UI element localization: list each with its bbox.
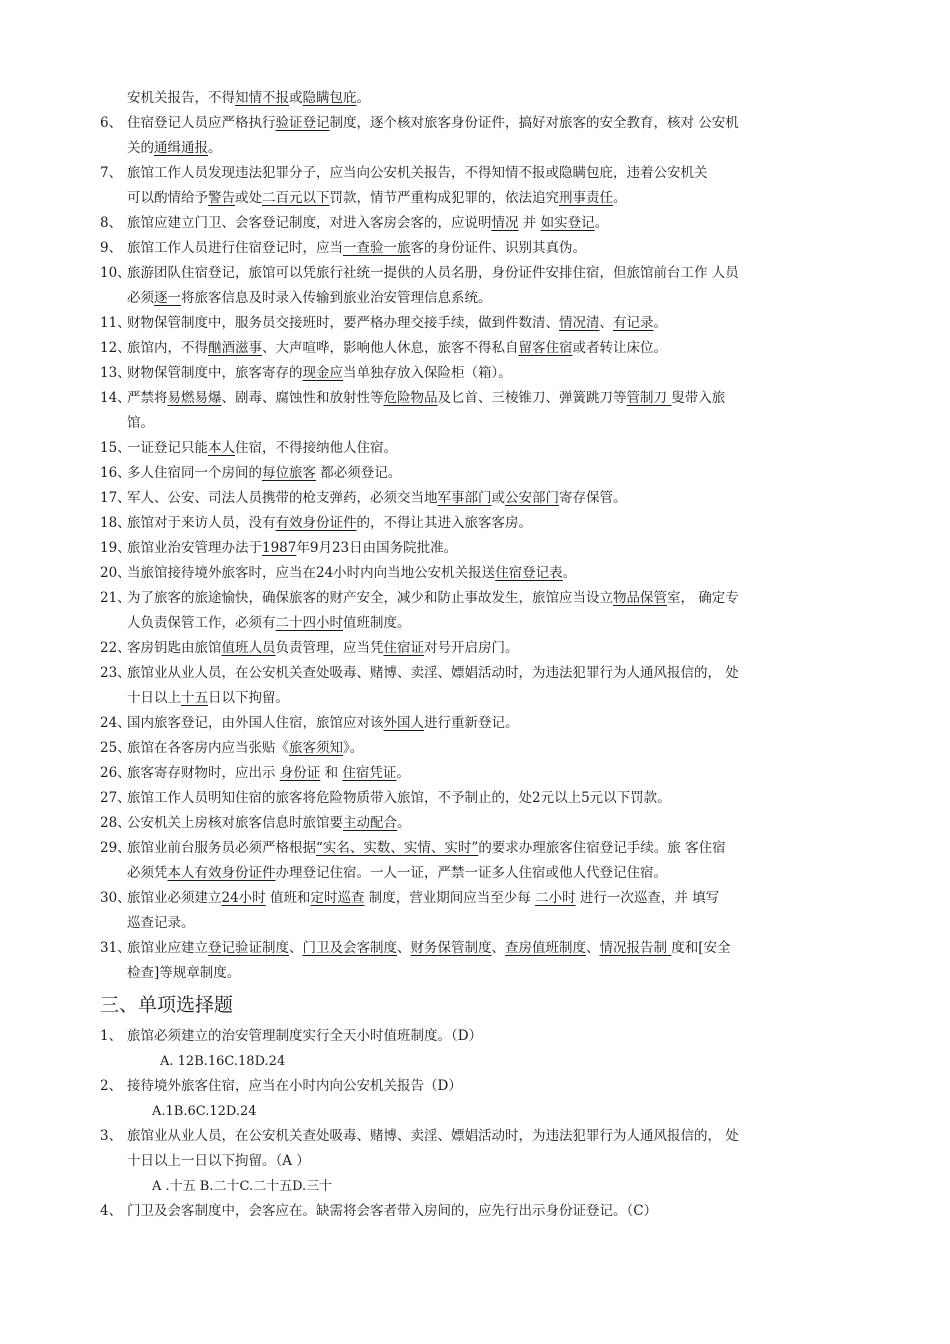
item-number: 19、 <box>100 540 131 556</box>
answer-blank: 公安部门 <box>505 490 559 506</box>
question-options: A. 12B.16C.18D.24 <box>160 1054 286 1069</box>
list-item <box>100 886 870 936</box>
item-text-line: 安机关报告，不得知情不报或隐瞒包庇。 <box>127 90 370 106</box>
item-text-line: 公安机关上房核对旅客信息时旅馆要主动配合。 <box>127 815 411 831</box>
item-text-line: 可以酌情给予警告或处二百元以下罚款，情节严重构成犯罪的，依法追究刑事责任。 <box>127 190 627 206</box>
list-item <box>100 511 870 536</box>
question-text: 十日以上一日以下拘留。（A ） <box>127 1153 310 1169</box>
document-page <box>100 86 870 1224</box>
answer-blank: 易燃易爆 <box>167 390 222 406</box>
answer-blank: 本人 <box>208 440 235 456</box>
answer-blank: 住宿登记表 <box>495 565 563 581</box>
question-number: 4、 <box>100 1203 123 1219</box>
answer-blank: 隐瞒包庇 <box>302 90 357 106</box>
item-text-line: 军人、公安、司法人员携带的枪支弹药，必须交当地军事部门或公安部门寄存保管。 <box>127 490 627 506</box>
answer-blank: 查房值班制度 <box>505 940 586 956</box>
item-text-line: 旅馆对于来访人员，没有有效身份证件的，不得让其进入旅客客房。 <box>127 515 532 531</box>
item-number: 25、 <box>100 740 131 756</box>
list-item <box>100 211 870 236</box>
item-text-line: 巡查记录。 <box>127 915 195 931</box>
answer-blank: 情况 <box>491 215 519 231</box>
answer-blank: 值班人员 <box>221 640 276 656</box>
item-number: 13、 <box>100 365 131 381</box>
item-number: 30、 <box>100 890 131 906</box>
question-number: 2、 <box>100 1078 123 1094</box>
item-text-line: 国内旅客登记，由外国人住宿，旅馆应对该外国人进行重新登记。 <box>127 715 519 731</box>
item-number: 7、 <box>100 165 123 181</box>
question-number: 1、 <box>100 1028 123 1044</box>
list-item <box>100 586 870 636</box>
item-number: 27、 <box>100 790 131 806</box>
answer-blank: 情况报告制 <box>599 940 672 956</box>
list-item <box>100 936 870 986</box>
answer-blank: 情况清 <box>559 315 600 331</box>
list-item <box>100 536 870 561</box>
item-text-line: 旅馆业必须建立24小时 值班和定时巡查 制度，营业期间应当至少每 二小时 进行一次巡查，并 填写 <box>127 890 720 906</box>
item-text-line: 旅客寄存财物时，应出示 身份证 和 住宿凭证。 <box>127 765 410 781</box>
answer-blank: 登记验证制度 <box>208 940 289 956</box>
question-text: 旅馆必须建立的治安管理制度实行全天小时值班制度。（D） <box>127 1028 483 1044</box>
answer-blank: 二十四小时 <box>275 615 343 631</box>
question-item <box>100 1024 870 1049</box>
item-number: 17、 <box>100 490 131 506</box>
answer-blank: 逐一 <box>154 290 181 306</box>
answer-blank: 警告 <box>208 190 235 206</box>
list-item <box>100 561 870 586</box>
item-text-line: 旅游团队住宿登记，旅馆可以凭旅行社统一提供的人员名册，身份证件安排住宿，但旅馆前台工作 人员 <box>127 265 739 281</box>
item-text-line: 检查]等规章制度。 <box>127 965 241 981</box>
answer-blank: 有效身份证件 <box>275 515 357 531</box>
item-text-line: 旅馆工作人员明知住宿的旅客将危险物质带入旅馆，不予制止的，处2元以上5元以下罚款。 <box>127 790 671 806</box>
item-text-line: 关的通缉通报。 <box>127 140 222 156</box>
item-text-line: 馆。 <box>127 415 154 431</box>
question-number: 3、 <box>100 1128 123 1144</box>
list-item <box>100 161 870 211</box>
section-title: 三、单项选择题 <box>100 994 234 1016</box>
answer-blank: 通缉通报 <box>154 140 208 156</box>
item-number: 24、 <box>100 715 131 731</box>
answer-blank: 外国人 <box>383 715 424 731</box>
item-text-line: 为了旅客的旅途愉快，确保旅客的财产安全，减少和防止事故发生，旅馆应当设立物品保管室， 确定专 <box>127 590 739 606</box>
answer-blank: 24小时 <box>221 890 266 906</box>
list-item <box>100 761 870 786</box>
item-text-line: 旅馆工作人员发现违法犯罪分子，应当向公安机关报告，不得知情不报或隐瞒包庇，违着公安机关 <box>127 165 708 181</box>
list-item <box>100 386 870 436</box>
answer-blank: 验证登记 <box>275 115 330 131</box>
item-number: 22、 <box>100 640 131 656</box>
answer-blank: 军事部门 <box>437 490 492 506</box>
answer-blank: 有记录 <box>613 315 654 331</box>
item-number: 15、 <box>100 440 131 456</box>
item-number: 12、 <box>100 340 131 356</box>
list-item <box>100 111 870 161</box>
item-text-line: 旅馆应建立门卫、会客登记制度，对进入客房会客的，应说明情况 并 如实登记。 <box>127 215 609 231</box>
answer-blank: 危险物品 <box>383 390 438 406</box>
question-text: 门卫及会客制度中，会客应在。缺需将会客者带入房间的，应先行出示身份证登记。（C） <box>127 1203 658 1219</box>
list-item <box>100 311 870 336</box>
answer-blank: 物品保管 <box>613 590 667 606</box>
item-number: 6、 <box>100 115 123 131</box>
list-item <box>100 486 870 511</box>
item-text-line: 旅馆工作人员进行住宿登记时，应当一查验一旅客的身份证件、识别其真伪。 <box>127 240 586 256</box>
item-number: 31、 <box>100 940 131 956</box>
list-item <box>100 236 870 261</box>
answer-blank: 知情不报 <box>235 90 289 106</box>
fill-in-blank-list <box>100 86 870 986</box>
list-item <box>100 786 870 811</box>
answer-blank: 定时巡查 <box>310 890 365 906</box>
list-item <box>100 736 870 761</box>
answer-blank: 身份证 <box>279 765 321 781</box>
answer-blank: 留客住宿 <box>518 340 573 356</box>
item-text-line: 旅馆业应建立登记验证制度、门卫及会客制度、财务保管制度、查房值班制度、情况报告制 度和[安全 <box>127 940 731 956</box>
list-item <box>100 86 870 111</box>
item-text-line: 多人住宿同一个房间的每位旅客 都必须登记。 <box>127 465 402 481</box>
item-number: 9、 <box>100 240 123 256</box>
list-item <box>100 711 870 736</box>
answer-blank: 如实登记 <box>540 215 595 231</box>
item-number: 14、 <box>100 390 131 406</box>
answer-blank: 旅客须知 <box>289 740 343 756</box>
item-text-line: 旅馆业从业人员，在公安机关查处吸毒、赌博、卖淫、嫖娼活动时，为违法犯罪行为人通风报信的， 处 <box>127 665 739 681</box>
item-text-line: 严禁将易燃易爆、剧毒、腐蚀性和放射性等危险物品及匕首、三棱锥刀、弹簧跳刀等管制刀 叟带入旅 <box>127 390 726 406</box>
list-item <box>100 461 870 486</box>
list-item <box>100 636 870 661</box>
item-number: 21、 <box>100 590 131 606</box>
item-number: 18、 <box>100 515 131 531</box>
question-options: A.1B.6C.12D.24 <box>152 1104 257 1119</box>
question-text: 旅馆业从业人员，在公安机关查处吸毒、赌博、卖淫、嫖娼活动时，为违法犯罪行为人通风报信的， 处 <box>127 1128 739 1144</box>
answer-blank: 现金应 <box>302 365 343 381</box>
answer-blank: 一查验一旅 <box>343 240 411 256</box>
answer-blank: 财务保管制度 <box>410 940 492 956</box>
item-number: 16、 <box>100 465 131 481</box>
answer-blank: 二小时 <box>535 890 576 906</box>
answer-blank: 十五 <box>181 690 208 706</box>
item-text-line: 十日以上十五日以下拘留。 <box>127 690 289 706</box>
question-item <box>100 1074 870 1099</box>
item-number: 28、 <box>100 815 131 831</box>
item-text-line: 旅馆业前台服务员必须严格根据“实名、实数、实情、实时”的要求办理旅客住宿登记手续。旅 客住宿 <box>127 840 726 856</box>
answer-blank: 住宿证 <box>383 640 424 656</box>
item-number: 11、 <box>100 315 131 331</box>
question-options: A .十五 B.二十C.二十五D.三十 <box>152 1179 333 1194</box>
multiple-choice-list <box>100 1024 870 1224</box>
item-text-line: 财物保管制度中，服务员交接班时，要严格办理交接手续，做到件数清、情况清、有记录。 <box>127 315 667 331</box>
item-number: 26、 <box>100 765 131 781</box>
item-number: 20、 <box>100 565 131 581</box>
item-text-line: 当旅馆接待境外旅客时，应当在24小时内向当地公安机关报送住宿登记表。 <box>127 565 577 581</box>
answer-blank: 每位旅客 <box>262 465 316 481</box>
answer-blank: 二百元以下 <box>262 190 330 206</box>
item-text-line: 必须逐一将旅客信息及时录入传输到旅业治安管理信息系统。 <box>127 290 492 306</box>
answer-blank: 本人有效身份证件 <box>167 865 276 881</box>
item-text-line: 住宿登记人员应严格执行验证登记制度，逐个核对旅客身份证件，搞好对旅客的安全教育，核对 公安机 <box>127 115 739 131</box>
item-number: 10、 <box>100 265 131 281</box>
question-item <box>100 1124 870 1174</box>
list-item <box>100 836 870 886</box>
answer-blank: 酗酒滋事 <box>208 340 262 356</box>
item-text-line: 必须凭本人有效身份证件办理登记住宿。一人一证，严禁一证多人住宿或他人代登记住宿。 <box>127 865 667 881</box>
item-text-line: 财物保管制度中，旅客寄存的现金应当单独存放入保险柜（箱）。 <box>127 365 512 381</box>
answer-blank: 住宿凭证 <box>342 765 397 781</box>
answer-blank: 主动配合 <box>343 815 397 831</box>
item-number: 23、 <box>100 665 131 681</box>
list-item <box>100 661 870 711</box>
list-item <box>100 336 870 361</box>
answer-blank: 1987 <box>262 540 297 556</box>
answer-blank: 管制刀 <box>626 390 672 406</box>
item-text-line: 客房钥匙由旅馆值班人员负责管理，应当凭住宿证对号开启房门。 <box>127 640 519 656</box>
list-item <box>100 361 870 386</box>
item-text-line: 一证登记只能本人住宿，不得接纳他人住宿。 <box>127 440 397 456</box>
item-number: 8、 <box>100 215 123 231</box>
list-item <box>100 261 870 311</box>
item-text-line: 旅馆业治安管理办法于1987年9月23日由国务院批准。 <box>127 540 458 556</box>
answer-blank: “实名、实数、实情、实时” <box>316 840 479 856</box>
question-text: 接待境外旅客住宿，应当在小时内向公安机关报告（D） <box>127 1078 462 1094</box>
question-item <box>100 1199 870 1224</box>
item-text-line: 人负责保管工作，必须有二十四小时值班制度。 <box>127 615 411 631</box>
item-text-line: 旅馆内，不得酗酒滋事、大声喧哗，影响他人休息，旅客不得私自留客住宿或者转让床位。 <box>127 340 667 356</box>
list-item <box>100 811 870 836</box>
item-number: 29、 <box>100 840 131 856</box>
answer-blank: 刑事责任 <box>559 190 613 206</box>
item-text-line: 旅馆在各客房内应当张贴《旅客须知》。 <box>127 740 364 756</box>
answer-blank: 门卫及会客制度 <box>302 940 397 956</box>
list-item <box>100 436 870 461</box>
